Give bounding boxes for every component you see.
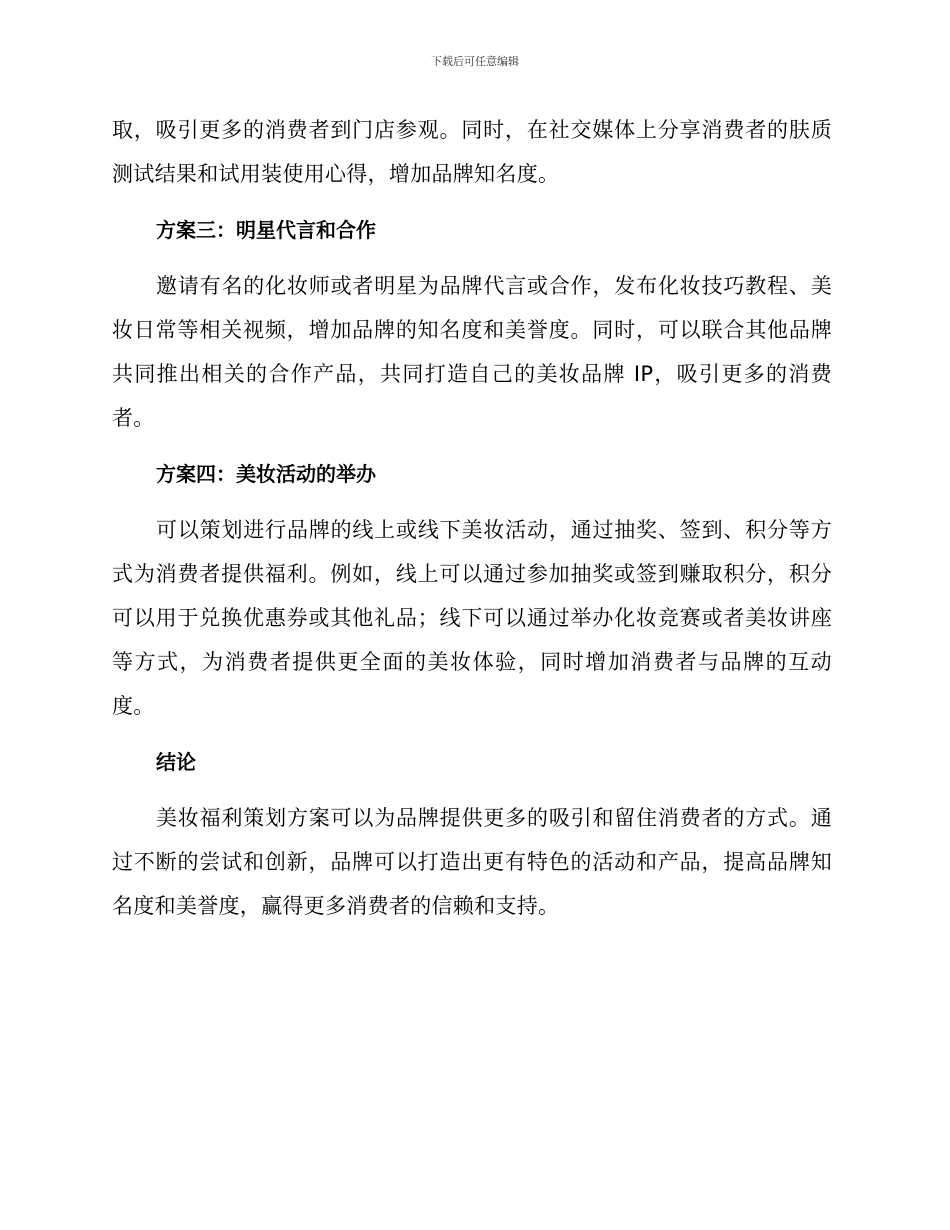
document-body (112, 108, 832, 940)
plan3-paragraph: 邀请有名的化妆师或者明星为品牌代言或合作，发布化妆技巧教程、美妆日常等相关视频，增加品牌的知名度和美誉度。同时，可以联合其他品牌共同推出相关的合作产品，共同打造自己的美妆品牌 IP，吸引更多的消费者。 (112, 274, 832, 430)
plan4-paragraph: 可以策划进行品牌的线上或线下美妆活动，通过抽奖、签到、积分等方式为消费者提供福利。例如，线上可以通过参加抽奖或签到赚取积分，积分可以用于兑换优惠券或其他礼品；线下可以通过举办化妆竞赛或者美妆讲座等方式，为消费者提供更全面的美妆体验，同时增加消费者与品牌的互动度。 (112, 518, 832, 718)
plan3-heading: 方案三：明星代言和合作 (156, 218, 376, 242)
page-header-note: 下载后可任意编辑 (431, 55, 519, 68)
conclusion-heading: 结论 (156, 750, 196, 774)
conclusion-paragraph: 美妆福利策划方案可以为品牌提供更多的吸引和留住消费者的方式。通过不断的尝试和创新，品牌可以打造出更有特色的活动和产品，提高品牌知名度和美誉度，赢得更多消费者的信赖和支持。 (112, 806, 832, 918)
plan4-heading: 方案四：美妆活动的举办 (156, 462, 376, 486)
intro-continuation-paragraph: 取，吸引更多的消费者到门店参观。同时，在社交媒体上分享消费者的肤质测试结果和试用装使用心得，增加品牌知名度。 (112, 118, 832, 186)
